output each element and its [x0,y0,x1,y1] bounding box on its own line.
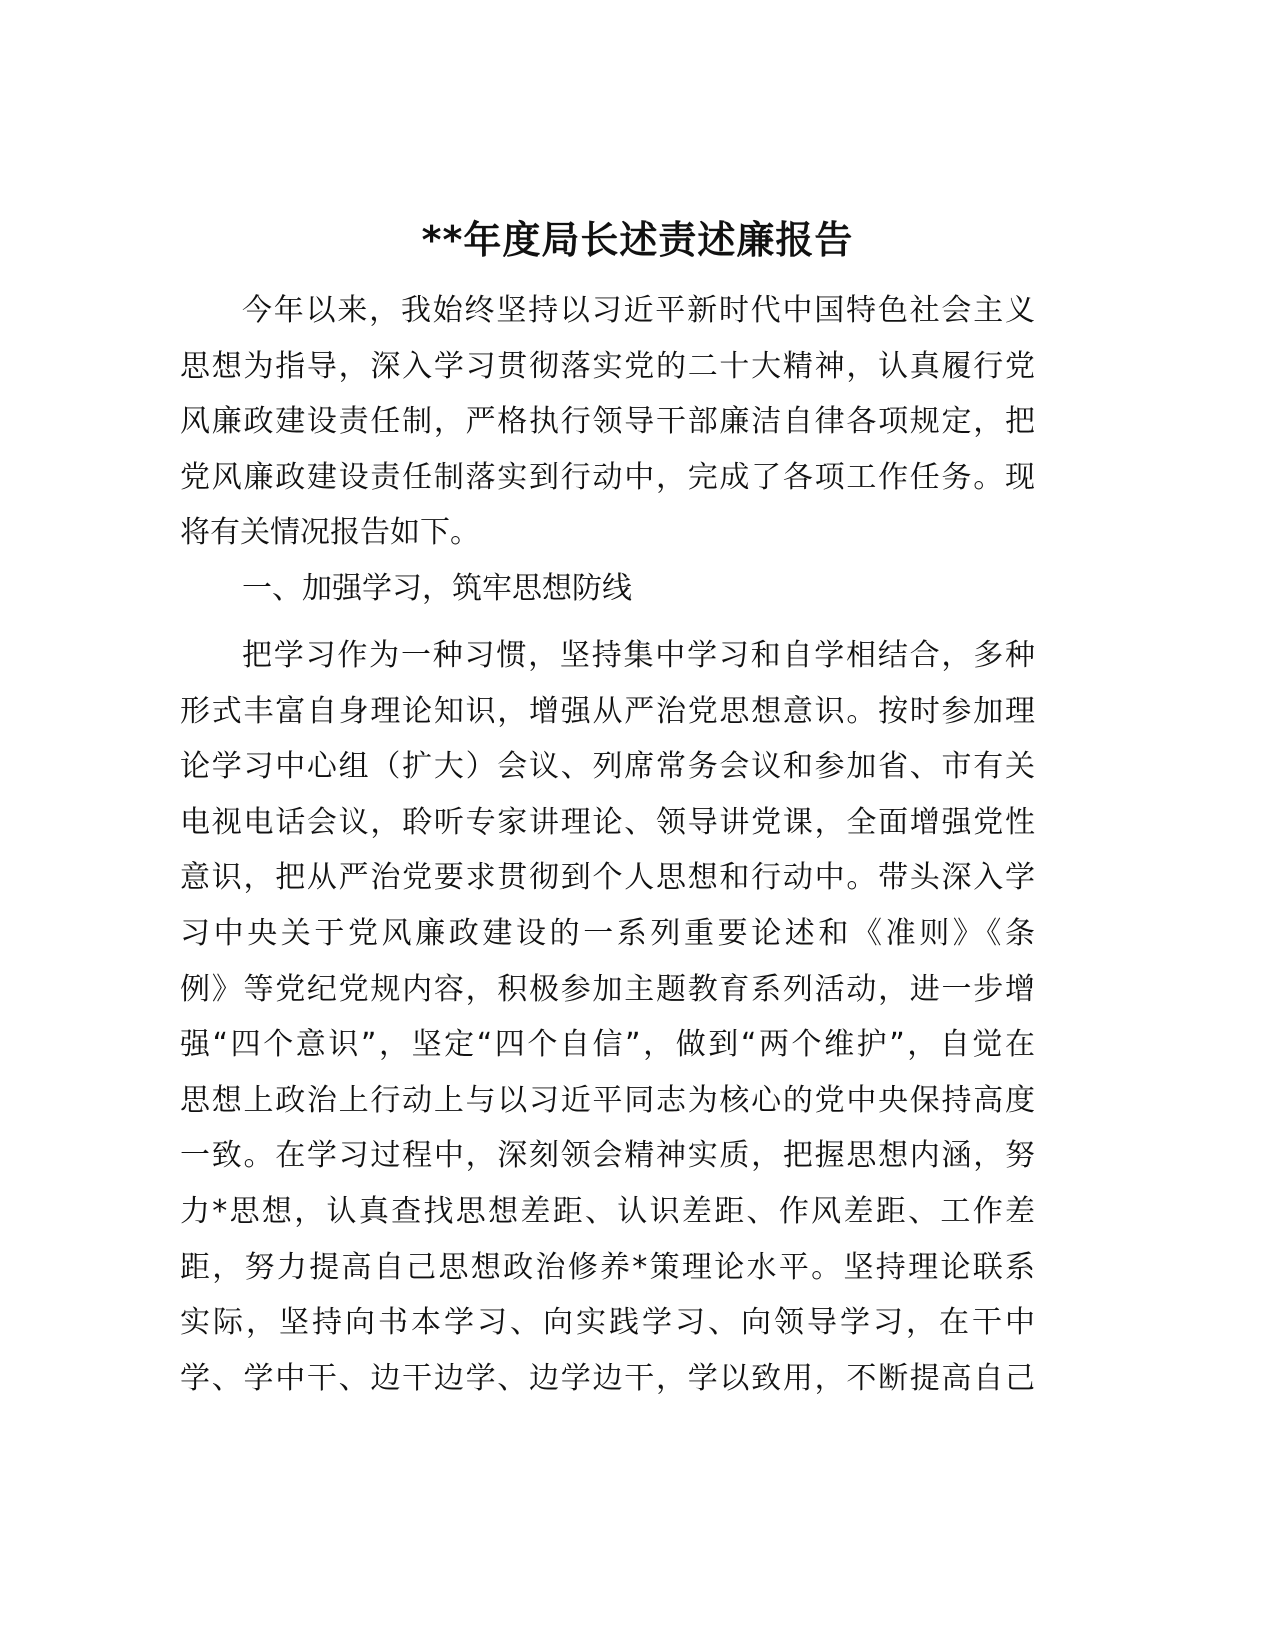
text-line: 实际，坚持向书本学习、向实践学习、向领导学习，在干中 [180,1305,1035,1341]
text-line: 力*思想，认真查找思想差距、认识差距、作风差距、工作差 [180,1193,1035,1229]
text-line: 把学习作为一种习惯，坚持集中学习和自学相结合，多种 [242,637,1035,673]
paragraph-study [180,628,1035,1406]
text-line: 意识，把从严治党要求贯彻到个人思想和行动中。带头深入学 [180,860,1035,896]
document-body [180,283,1035,1406]
text-line: 将有关情况报告如下。 [180,515,480,551]
text-line: 距，努力提高自己思想政治修养*策理论水平。坚持理论联系 [180,1249,1035,1285]
text-line: 思想为指导，深入学习贯彻落实党的二十大精神，认真履行党 [180,348,1035,384]
paragraph-intro [180,283,1035,561]
text-line: 党风廉政建设责任制落实到行动中，完成了各项工作任务。现 [180,459,1035,495]
text-line: 电视电话会议，聆听专家讲理论、领导讲党课，全面增强党性 [180,804,1035,840]
text-line: 学、学中干、边干边学、边学边干，学以致用，不断提高自己 [180,1360,1035,1396]
text-line: 习中央关于党风廉政建设的一系列重要论述和《准则》《条 [180,915,1035,951]
text-line: 强“四个意识”，坚定“四个自信”，做到“两个维护”，自觉在 [180,1027,1035,1063]
text-line: 一致。在学习过程中，深刻领会精神实质，把握思想内涵，努 [180,1138,1035,1174]
text-line: 思想上政治上行动上与以习近平同志为核心的党中央保持高度 [180,1082,1035,1118]
text-line: 形式丰富自身理论知识，增强从严治党思想意识。按时参加理 [180,693,1035,729]
text-line: 今年以来，我始终坚持以习近平新时代中国特色社会主义 [242,293,1035,328]
section-heading: 一、加强学习，筑牢思想防线 [242,570,632,606]
text-line: 论学习中心组（扩大）会议、列席常务会议和参加省、市有关 [180,749,1035,785]
text-line: 风廉政建设责任制，严格执行领导干部廉洁自律各项规定，把 [180,404,1035,440]
document-title: **年度局长述责述廉报告 [421,218,854,262]
text-line: 例》等党纪党规内容，积极参加主题教育系列活动，进一步增 [180,971,1035,1007]
